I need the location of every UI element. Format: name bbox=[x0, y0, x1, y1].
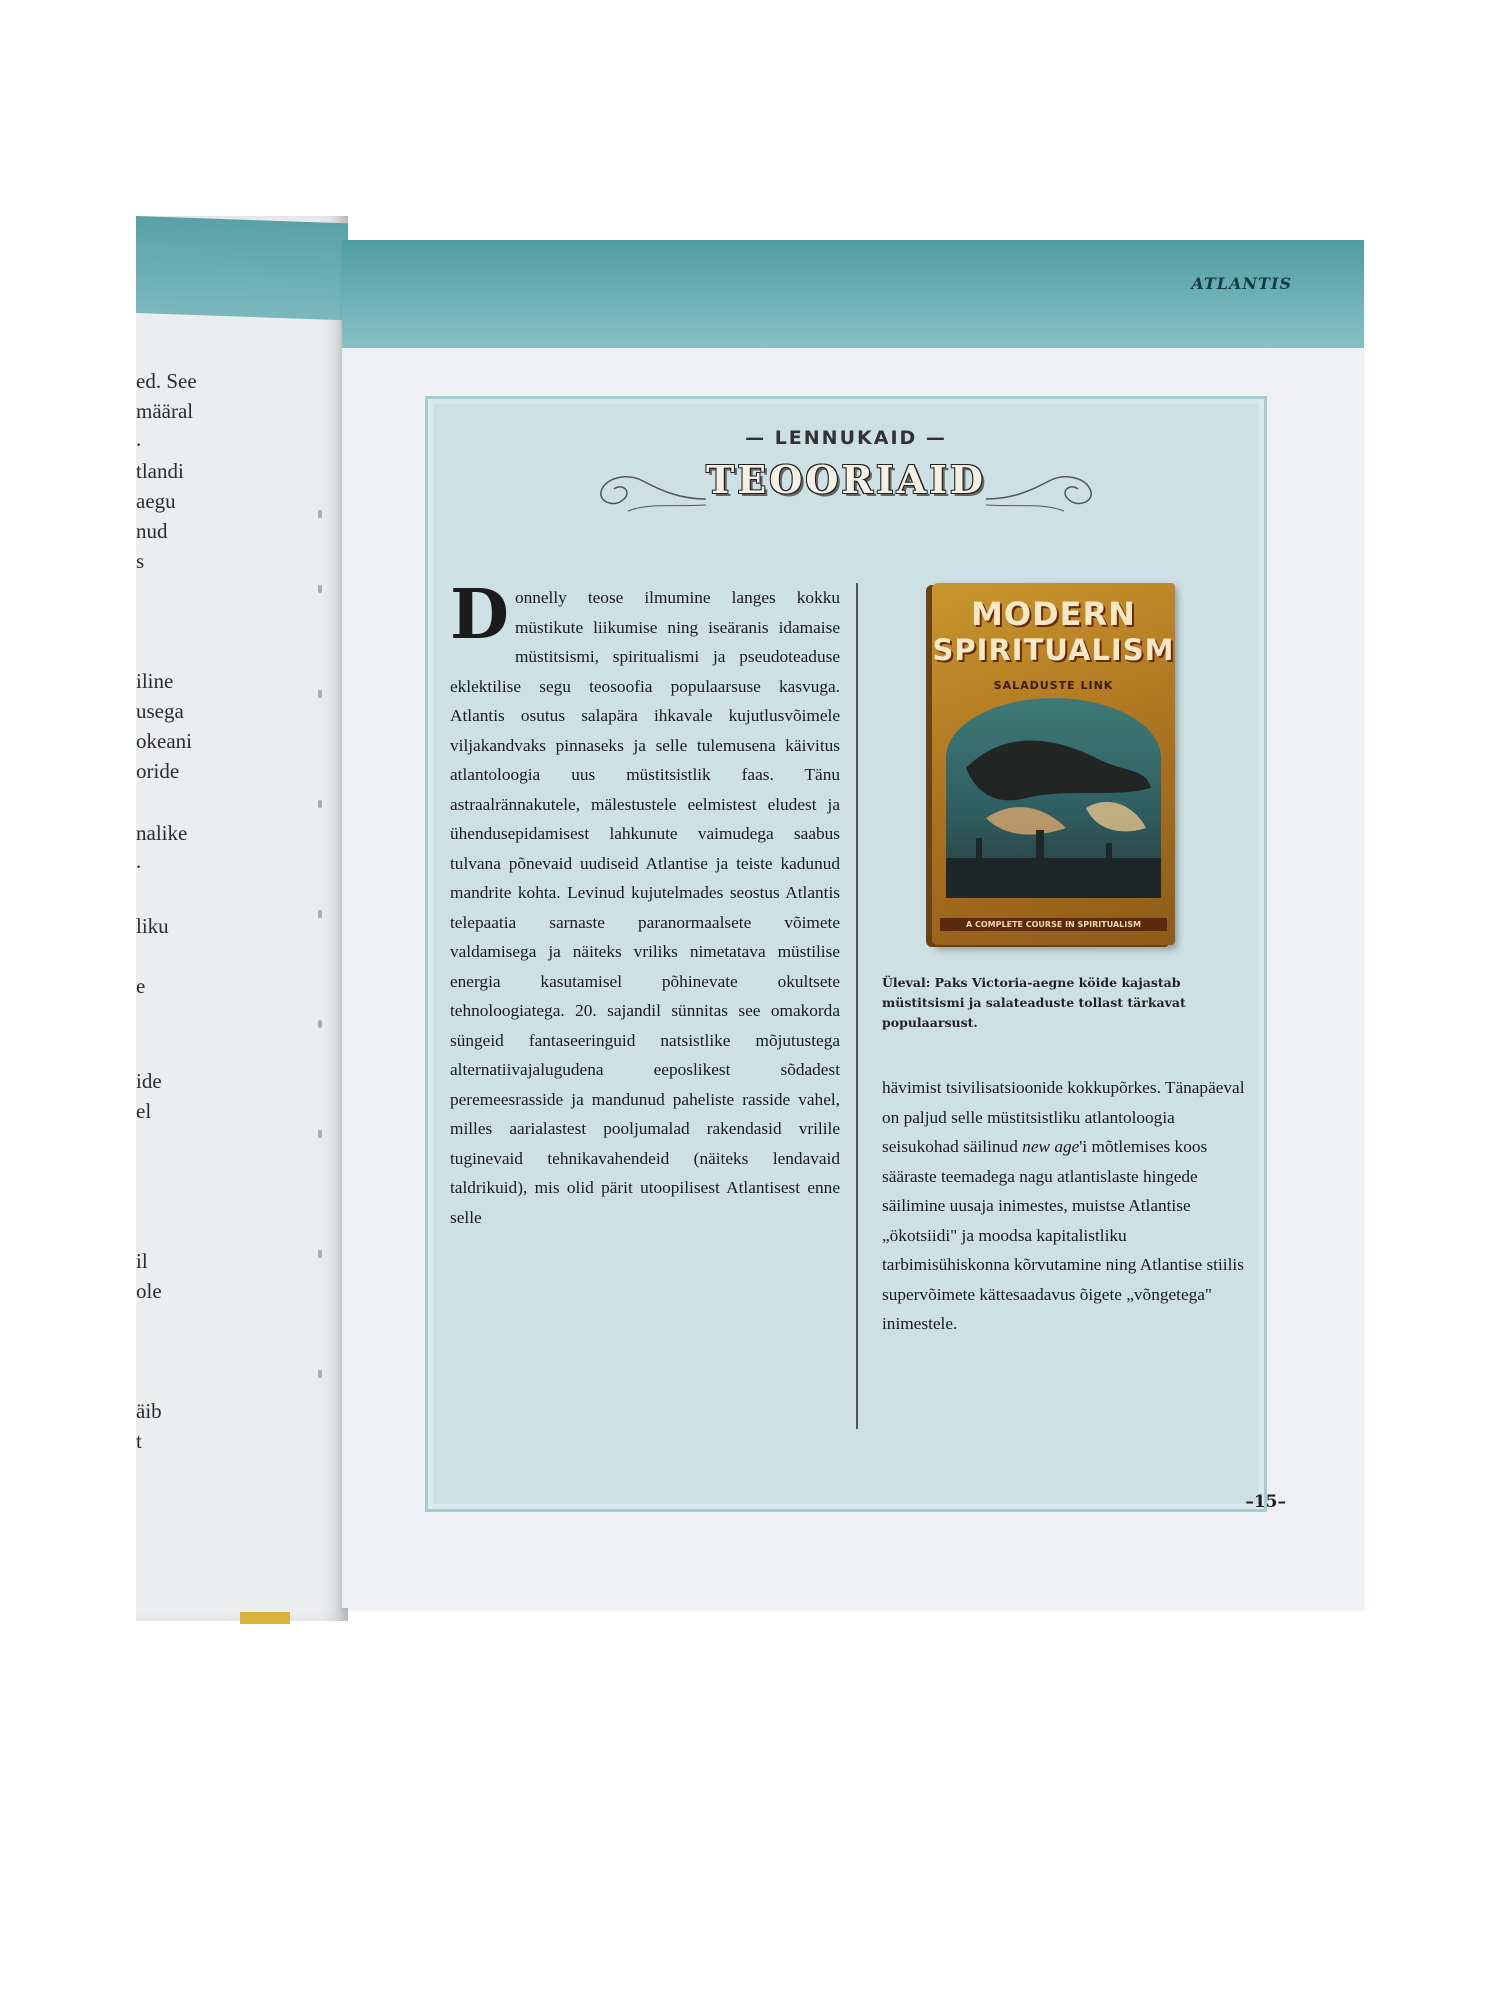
fragment: . bbox=[136, 849, 142, 873]
book-cover-image bbox=[932, 583, 1175, 945]
binding-stitch bbox=[318, 910, 322, 918]
cover-subtitle: SALADUSTE LINK bbox=[993, 679, 1114, 692]
binding-stitch bbox=[318, 585, 322, 593]
cover-illustration bbox=[946, 698, 1161, 898]
fragment: el bbox=[136, 1099, 152, 1123]
cover-figures-icon bbox=[946, 698, 1161, 898]
binding-stitch bbox=[318, 1250, 322, 1258]
right-text-part2: 'i mõtlemises koos sääraste teemadega nagu atlantislaste hingede säilimine uusaja inimestes, muistse Atlantise „ökotsiidi" ja moodsa kapitalistliku tarbimisühiskonna kõrvutamine ning Atlantise stiilis supervõimete kättesaadavus õigete „võngetega" inimestele. bbox=[882, 1137, 1244, 1333]
previous-page-header-band bbox=[136, 216, 348, 320]
fragment: määral bbox=[136, 399, 194, 423]
fragment: ed. See bbox=[136, 369, 197, 393]
sidebar-box bbox=[425, 396, 1267, 1512]
binding-stitch bbox=[318, 1130, 322, 1138]
left-column bbox=[450, 575, 840, 1232]
image-caption: Üleval: Paks Victoria-aegne köide kajastab müstitsismi ja salateaduste tollast tärkavat populaarsust. bbox=[882, 975, 1186, 1030]
fragment: äib bbox=[136, 1399, 162, 1423]
fragment: ide bbox=[136, 1069, 162, 1093]
book-cover-edge bbox=[240, 1612, 290, 1624]
fragment: iline bbox=[136, 669, 174, 693]
fragment: okeani bbox=[136, 729, 192, 753]
binding-stitch bbox=[318, 1020, 322, 1028]
box-kicker: — LENNUKAID — bbox=[745, 427, 947, 449]
previous-page bbox=[136, 216, 348, 1621]
fragment: liku bbox=[136, 914, 169, 938]
right-text-emphasis: new age bbox=[1022, 1137, 1080, 1156]
binding-stitch bbox=[318, 1370, 322, 1378]
fragment: aegu bbox=[136, 489, 176, 513]
fragment: s bbox=[136, 549, 145, 573]
fragment: il bbox=[136, 1249, 148, 1273]
page bbox=[342, 240, 1364, 1608]
fragment: nalike bbox=[136, 821, 188, 845]
left-column-text: onnelly teose ilmumine langes kokku müstikute liikumise ning iseäranis idamaise müstitsismi, spiritualismi ja pseudoteaduse eklektilise segu teosoofia populaarsuse kasvuga. Atlantis osutus salapära ihkavale kujutlusvõimele viljakandvaks pinnaseks ja selle tulemusena käivitus atlantoloogia uus müstitsistlik faas. Tänu astraalrännakutele, mälestustele eelmistest eludest ja ühendusepidamisest lahkunute vaimudega saabus tulvana põnevaid uudiseid Atlantise ja teiste kadunud mandrite kohta. Levinud kujutelmades seostus Atlantis telepaatia sarnaste paranormaalsete võimete valdamisega ja näiteks vriliks nimetatava müstilise energia kasutamisel põhinevate okultsete tehnoloogiatega. 20. sajandil sünnitas see omakorda süngeid fantaseeringuid natsistlike mõjutustega alternatiivajalugudena eeposlikest sõdadest peremeesrasside ja mandunud paheliste rasside vahel, milles aarialastest pooljumalad rakendasid vrilile tuginevaid tehnikavahendeid (näiteks lendavaid taldrikuid), mis olid pärit utoopilisest Atlantisest enne selle bbox=[450, 588, 840, 1227]
header-band bbox=[342, 240, 1364, 348]
page-number: –15– bbox=[1245, 1492, 1286, 1512]
binding-stitch bbox=[318, 690, 322, 698]
fragment: e bbox=[136, 974, 146, 998]
fragment: ole bbox=[136, 1279, 162, 1303]
fragment: nud bbox=[136, 519, 168, 543]
fragment: . bbox=[136, 427, 142, 451]
fragment: tlandi bbox=[136, 459, 184, 483]
column-divider bbox=[856, 583, 858, 1429]
right-column-text bbox=[882, 1073, 1252, 1339]
fragment: oride bbox=[136, 759, 180, 783]
fragment: usega bbox=[136, 699, 184, 723]
binding-stitch bbox=[318, 800, 322, 808]
binding-stitch bbox=[318, 510, 322, 518]
running-head: ATLANTIS bbox=[1191, 274, 1292, 293]
cover-bottom-text: A COMPLETE COURSE IN SPIRITUALISM bbox=[940, 918, 1167, 931]
cover-title-line1: MODERN bbox=[971, 595, 1136, 633]
cover-title-line2: SPIRITUALISM bbox=[932, 633, 1175, 667]
drop-cap: D bbox=[450, 575, 509, 655]
fragment: t bbox=[136, 1429, 142, 1453]
box-title: TEOORIAID bbox=[705, 457, 986, 502]
right-text-part1: hävimist tsivilisatsioonide kokkupõrkes. Tänapäeval on paljud selle müstitsistliku atlantoloogia seisukohad säilinud bbox=[882, 1078, 1245, 1156]
